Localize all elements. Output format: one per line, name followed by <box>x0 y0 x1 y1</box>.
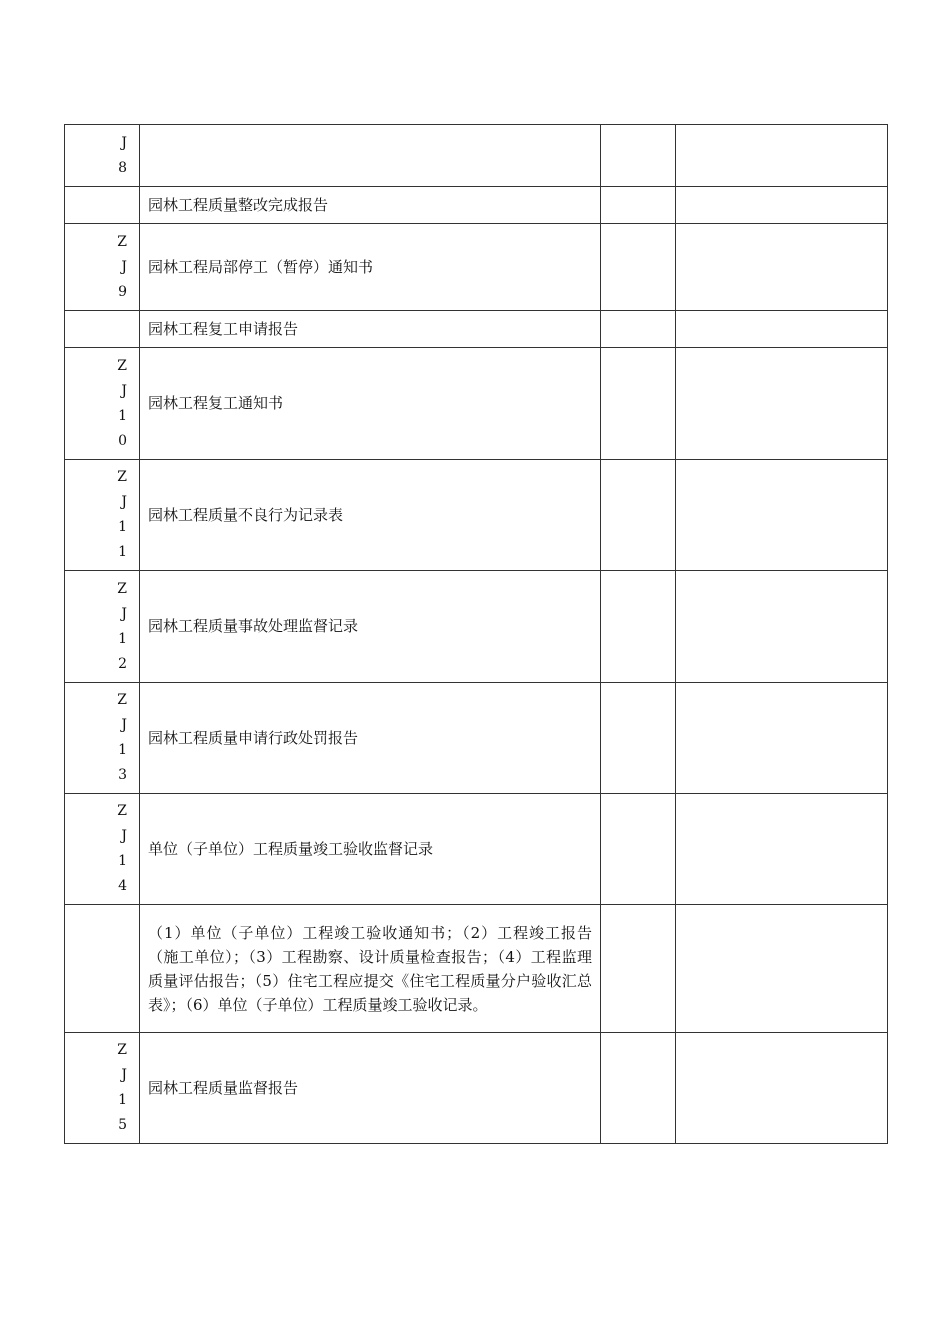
table-row <box>65 125 888 187</box>
blank-cell <box>676 571 888 683</box>
code-cell <box>65 905 140 1033</box>
table-row <box>65 187 888 224</box>
blank-cell <box>601 224 676 311</box>
blank-cell <box>676 794 888 905</box>
name-cell: 园林工程质量不良行为记录表 <box>140 460 601 571</box>
table-row <box>65 224 888 311</box>
blank-cell <box>676 683 888 794</box>
table-row <box>65 683 888 794</box>
code-cell: Z J 1 0 <box>65 348 140 460</box>
blank-cell <box>676 1033 888 1144</box>
document-table <box>64 124 888 1144</box>
blank-cell <box>676 125 888 187</box>
code-cell: Z J 1 5 <box>65 1033 140 1144</box>
name-cell: 园林工程质量申请行政处罚报告 <box>140 683 601 794</box>
blank-cell <box>601 187 676 224</box>
blank-cell <box>676 311 888 348</box>
blank-cell <box>676 460 888 571</box>
code-cell: Z J 9 <box>65 224 140 311</box>
code-cell: Z J 1 4 <box>65 794 140 905</box>
name-cell: 园林工程复工通知书 <box>140 348 601 460</box>
name-cell: 园林工程质量监督报告 <box>140 1033 601 1144</box>
name-cell: 园林工程质量事故处理监督记录 <box>140 571 601 683</box>
blank-cell <box>676 905 888 1033</box>
table-row <box>65 571 888 683</box>
name-cell: 园林工程复工申请报告 <box>140 311 601 348</box>
name-cell: 单位（子单位）工程质量竣工验收监督记录 <box>140 794 601 905</box>
code-cell: Z J 1 3 <box>65 683 140 794</box>
code-cell: J 8 <box>65 125 140 187</box>
name-cell <box>140 125 601 187</box>
blank-cell <box>601 794 676 905</box>
table-row <box>65 348 888 460</box>
table-row <box>65 1033 888 1144</box>
code-cell <box>65 187 140 224</box>
blank-cell <box>601 683 676 794</box>
name-cell: （1）单位（子单位）工程竣工验收通知书；（2）工程竣工报告（施工单位）；（3）工程勘察、设计质量检查报告；（4）工程监理质量评估报告；（5）住宅工程应提交《住宅工程质量分户验收汇总表》；（6）单位（子单位）工程质量竣工验收记录。 <box>140 905 601 1033</box>
name-cell: 园林工程质量整改完成报告 <box>140 187 601 224</box>
blank-cell <box>601 125 676 187</box>
table-row <box>65 460 888 571</box>
blank-cell <box>601 1033 676 1144</box>
table-row <box>65 794 888 905</box>
table-row <box>65 311 888 348</box>
blank-cell <box>676 348 888 460</box>
table-row <box>65 905 888 1033</box>
blank-cell <box>601 311 676 348</box>
code-cell: Z J 1 1 <box>65 460 140 571</box>
code-cell <box>65 311 140 348</box>
blank-cell <box>601 348 676 460</box>
blank-cell <box>601 571 676 683</box>
code-cell: Z J 1 2 <box>65 571 140 683</box>
blank-cell <box>601 905 676 1033</box>
blank-cell <box>676 187 888 224</box>
blank-cell <box>676 224 888 311</box>
blank-cell <box>601 460 676 571</box>
name-cell: 园林工程局部停工（暂停）通知书 <box>140 224 601 311</box>
